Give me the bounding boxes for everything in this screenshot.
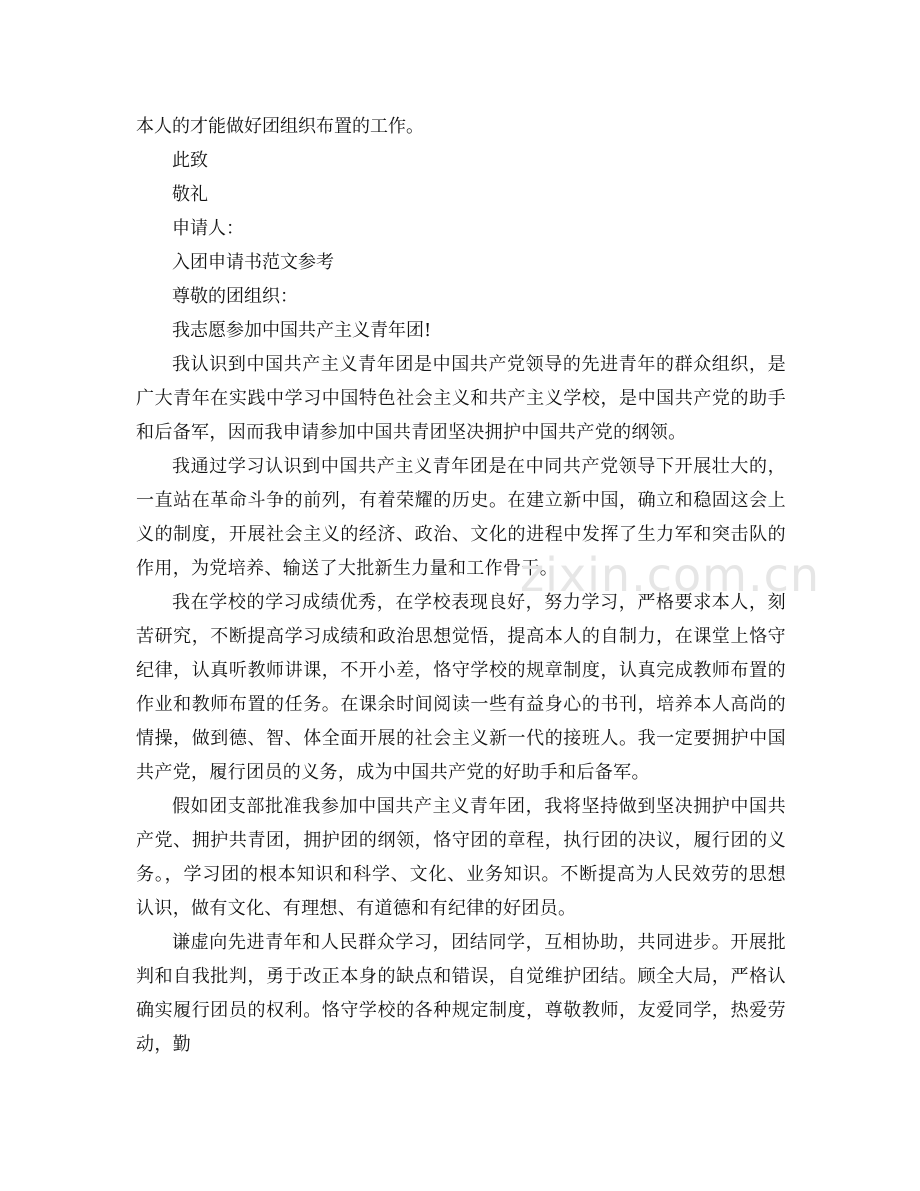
- opening-line: 本人的才能做好团组织布置的工作。: [136, 116, 424, 137]
- paragraph-2: 我通过学习认识到中国共产主义青年团是在中同共产党领导下开展壮大的，一直站在革命斗争的前列，有着荣耀的历史。在建立新中国，确立和稳固这会上义的制度，开展社会主义的经济、政治、文化的进程中发挥了生力军和突击队的作用，为党培养、输送了大批新生力量和工作骨干。: [136, 456, 786, 579]
- paragraph-3: 我在学校的学习成绩优秀，在学校表现良好，努力学习，严格要求本人，刻苦研究，不断提高学习成绩和政治思想觉悟，提高本人的自制力，在课堂上恪守纪律，认真听教师讲课，不开小差，恪守学校的规章制度，认真完成教师布置的作业和教师布置的任务。在课余时间阅读一些有益身心的书刊，培养本人高尚的情操，做到德、智、体全面开展的社会主义新一代的接班人。我一定要拥护中国共产党，履行团员的义务，成为中国共产党的好助手和后备军。: [136, 592, 786, 783]
- applicant-label: 申请人：: [172, 218, 244, 239]
- sample-title: 入团申请书范文参考: [172, 252, 334, 273]
- paragraph-1: 我认识到中国共产主义青年团是中国共产党领导的先进青年的群众组织，是广大青年在实践中学习中国特色社会主义和共产主义学校，是中国共产党的助手和后备军，因而我申请参加中国共青团坚决拥护中国共产党的纲领。: [136, 354, 786, 443]
- paragraph-4: 假如团支部批准我参加中国共产主义青年团，我将坚持做到坚决拥护中国共产党、拥护共青团，拥护团的纲领，恪守团的章程，执行团的决议，履行团的义务。，学习团的根本知识和科学、文化、业务知识。不断提高为人民效劳的思想认识，做有文化、有理想、有道德和有纪律的好团员。: [136, 796, 786, 919]
- watermark-text: zixin.com.cn: [520, 548, 821, 602]
- document-body: [136, 110, 786, 1062]
- salutation: 尊敬的团组织：: [172, 286, 298, 307]
- declaration: 我志愿参加中国共产主义青年团!: [172, 320, 432, 341]
- closing-line-2: 敬礼: [172, 184, 208, 205]
- closing-line-1: 此致: [172, 150, 208, 171]
- paragraph-5: 谦虚向先进青年和人民群众学习，团结同学，互相协助，共同进步。开展批判和自我批判，勇于改正本身的缺点和错误，自觉维护团结。顾全大局，严格认确实履行团员的权利。恪守学校的各种规定制度，尊敬教师，友爱同学，热爱劳动，勤: [136, 932, 786, 1055]
